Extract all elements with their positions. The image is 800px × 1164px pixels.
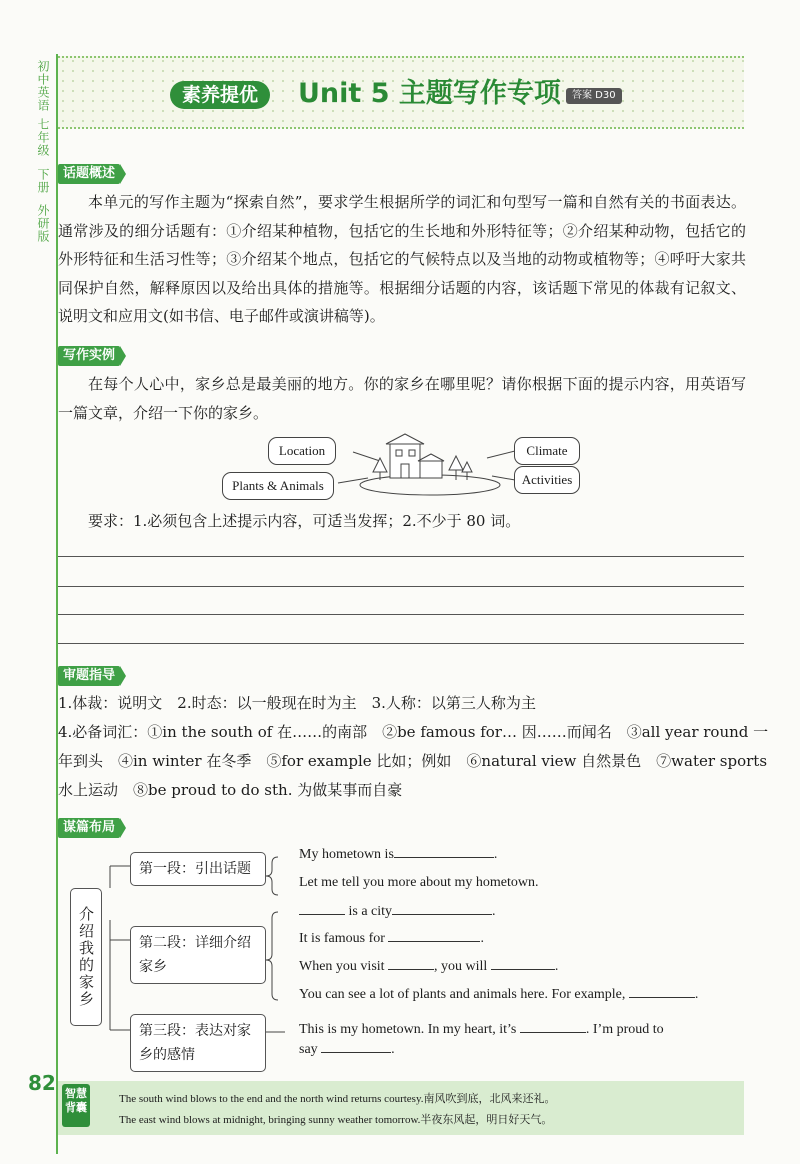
p3-sentence-2	[299, 1042, 395, 1058]
p2-s4-end: .	[694, 987, 699, 1002]
prompt-climate: Climate	[514, 437, 580, 465]
header-top-border	[58, 56, 744, 58]
p3-s2-text: say	[299, 1042, 318, 1057]
sidebar-grade: 初中英语	[36, 60, 50, 112]
p3-s1-text: This is my hometown. In my heart, it’s	[299, 1022, 517, 1037]
paragraph-2-box: 第二段：详细介绍家乡	[130, 926, 266, 984]
p2-s4-text: You can see a lot of plants and animals here. For example,	[299, 987, 626, 1002]
footer-proverb-1: The south wind blows to the end and the north wind returns courtesy.南风吹到底，北风来还礼。	[119, 1093, 556, 1105]
writing-line-4	[58, 643, 744, 644]
sidebar-term: 七年级	[36, 118, 50, 157]
tag-layout: 谋篇布局	[58, 818, 120, 838]
p2-sentence-1	[299, 904, 496, 920]
p2-sentence-3	[299, 959, 558, 975]
p2-sentence-4	[299, 987, 698, 1003]
prompt-location: Location	[268, 437, 336, 465]
writing-line-1	[58, 556, 744, 557]
p2-s2-text: It is famous for	[299, 931, 385, 946]
overview-text: 本单元的写作主题为“探索自然”，要求学生根据所学的词汇和句型写一篇和自然有关的书面表达。通常涉及的细分话题有：①介绍某种植物，包括它的生长地和外形特征等；②介绍某种动物，包括它的外形特征和生活习性等；③介绍某个地点，包括它的气候特点以及当地的动物或植物等；④呼吁大家共同保护自然，解释原因以及给出具体的措施等。根据细分话题的内容，该话题下常见的体裁有记叙文、说明文和应用文(如书信、电子邮件或演讲稿等)。	[58, 193, 746, 326]
prompt-plants-animals: Plants & Animals	[222, 472, 334, 500]
sidebar-volume: 下册	[36, 168, 50, 194]
footer-label: 智慧背囊	[62, 1084, 90, 1127]
prompt-activities: Activities	[514, 466, 580, 494]
p2-s2-end: .	[480, 931, 484, 946]
header-bottom-border	[58, 127, 744, 129]
guide-line-4: 水上运动 ⑧be proud to do sth. 为做某事而自豪	[58, 781, 403, 799]
writing-line-2	[58, 586, 744, 587]
tag-overview: 话题概述	[58, 164, 120, 184]
requirements: 要求：1.必须包含上述提示内容，可适当发挥；2.不少于 80 词。	[88, 512, 521, 530]
footer-proverb-2: The east wind blows at midnight, bringing sunny weather tomorrow.半夜东风起，明日好天气。	[119, 1114, 553, 1126]
p3-s2-end: .	[391, 1042, 395, 1057]
guide-line-1: 1.体裁：说明文 2.时态：以一般现在时为主 3.人称：以第三人称为主	[58, 694, 536, 712]
p2-s3-end: .	[554, 959, 559, 974]
tag-guide: 审题指导	[58, 666, 120, 686]
tag-example: 写作实例	[58, 346, 120, 366]
answer-reference: 答案 D30	[566, 88, 622, 104]
p2-s3-text-b: , you will	[434, 959, 488, 974]
p3-sentence-1	[299, 1022, 664, 1038]
p1-sentence-2: Let me tell you more about my hometown.	[299, 875, 539, 890]
p1-sentence-1	[299, 847, 497, 863]
p3-s1-mid: . I’m proud to	[585, 1022, 664, 1037]
page-title: Unit 5 主题写作专项	[298, 78, 561, 109]
p2-sentence-2	[299, 931, 484, 947]
p1-s1-end: .	[493, 847, 498, 862]
paragraph-3-box: 第三段：表达对家乡的感情	[130, 1014, 266, 1072]
outline-root: 介绍我的家乡	[70, 888, 102, 1026]
guide-line-2: 4.必备词汇：①in the south of 在……的南部 ②be famous for… 因……而闻名 ③all year round 一	[58, 723, 769, 741]
example-prompt: 在每个人心中，家乡总是最美丽的地方。你的家乡在哪里呢？请你根据下面的提示内容，用英语写一篇文章，介绍一下你的家乡。	[58, 375, 746, 422]
p2-s1-text: is a city	[348, 904, 393, 919]
sidebar-edition: 外研版	[36, 204, 50, 243]
p1-s1-text: My hometown is	[299, 847, 394, 862]
p2-s3-text-a: When you visit	[299, 959, 385, 974]
page-number: 82	[28, 1071, 56, 1095]
section-badge: 素养提优	[170, 81, 270, 109]
guide-line-3: 年到头 ④in winter 在冬季 ⑤for example 比如；例如 ⑥natural view 自然景色 ⑦water sports	[58, 752, 768, 770]
paragraph-1-box: 第一段：引出话题	[130, 852, 266, 886]
p2-s1-end: .	[492, 904, 496, 919]
writing-line-3	[58, 614, 744, 615]
